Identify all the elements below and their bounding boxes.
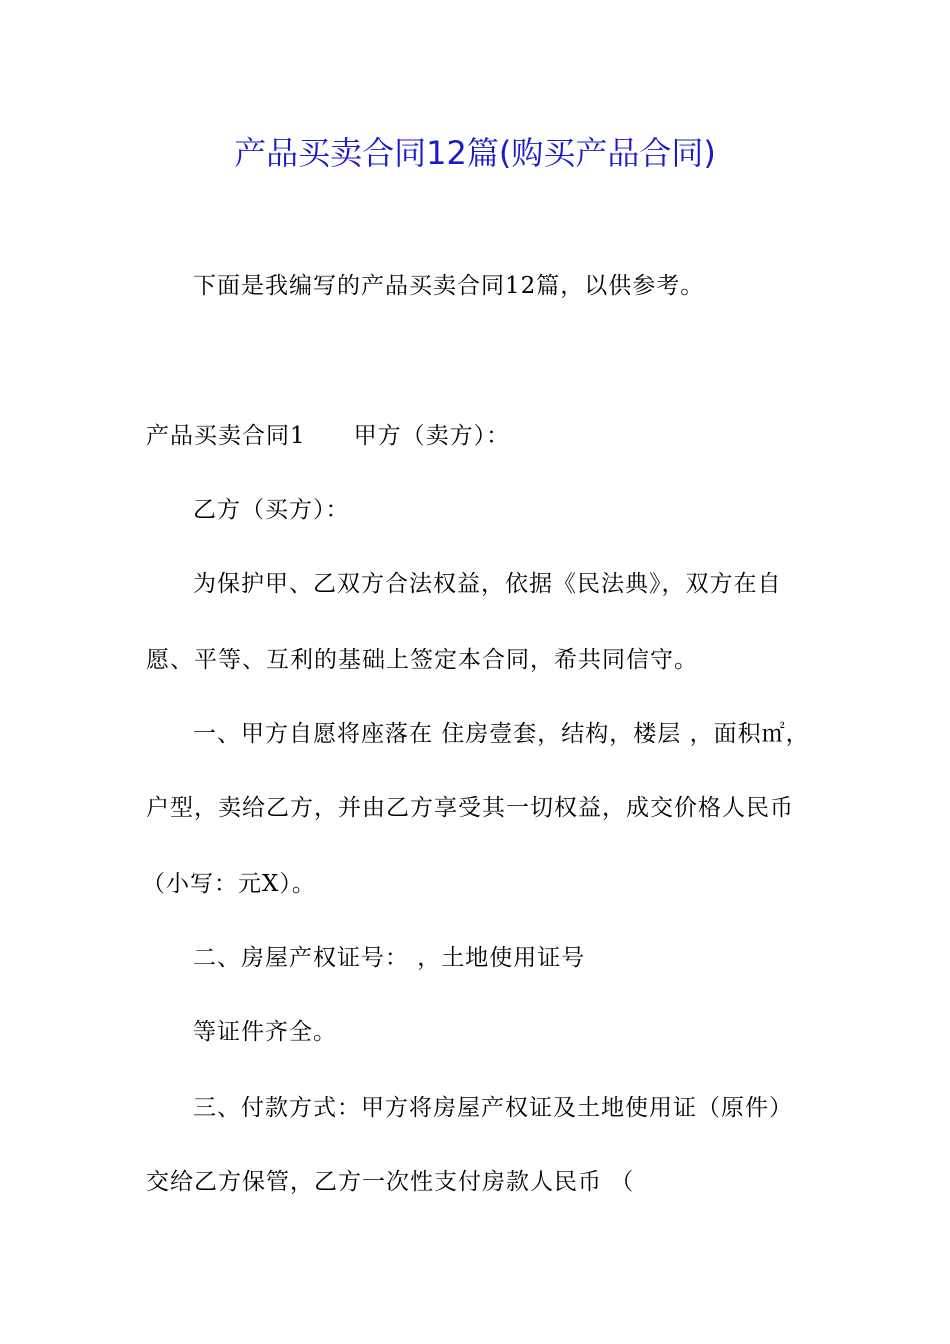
- clause-one-line: 一、甲方自愿将座落在 住房壹套，结构，楼层 ，面积㎡，: [193, 721, 810, 747]
- paragraph-line: 为保护甲、乙双方合法权益，依据《民法典》，双方在自: [193, 571, 782, 597]
- contract-heading: 产品买卖合同1: [146, 423, 306, 449]
- intro-paragraph: 下面是我编写的产品买卖合同12篇，以供参考。: [193, 273, 705, 299]
- party-a-label: 甲方（卖方）：: [353, 423, 511, 449]
- paragraph-line: 愿、平等、互利的基础上签定本合同，希共同信守。: [146, 647, 698, 673]
- clause-one-line: （小写：元X）。: [142, 871, 316, 897]
- clause-three-line: 三、付款方式：甲方将房屋产权证及土地使用证（原件）: [193, 1095, 793, 1121]
- party-b-label: 乙方（买方）：: [193, 497, 350, 523]
- contract-heading-line: [146, 418, 510, 454]
- clause-two-line: 等证件齐全。: [193, 1019, 337, 1045]
- clause-three-line: 交给乙方保管，乙方一次性支付房款人民币 （: [146, 1169, 635, 1195]
- clause-one-line: 户型，卖给乙方，并由乙方享受其一切权益，成交价格人民币: [146, 795, 794, 821]
- document-title: 产品买卖合同12篇(购买产品合同): [234, 134, 716, 172]
- clause-two-line: 二、房屋产权证号： ，土地使用证号: [193, 945, 586, 971]
